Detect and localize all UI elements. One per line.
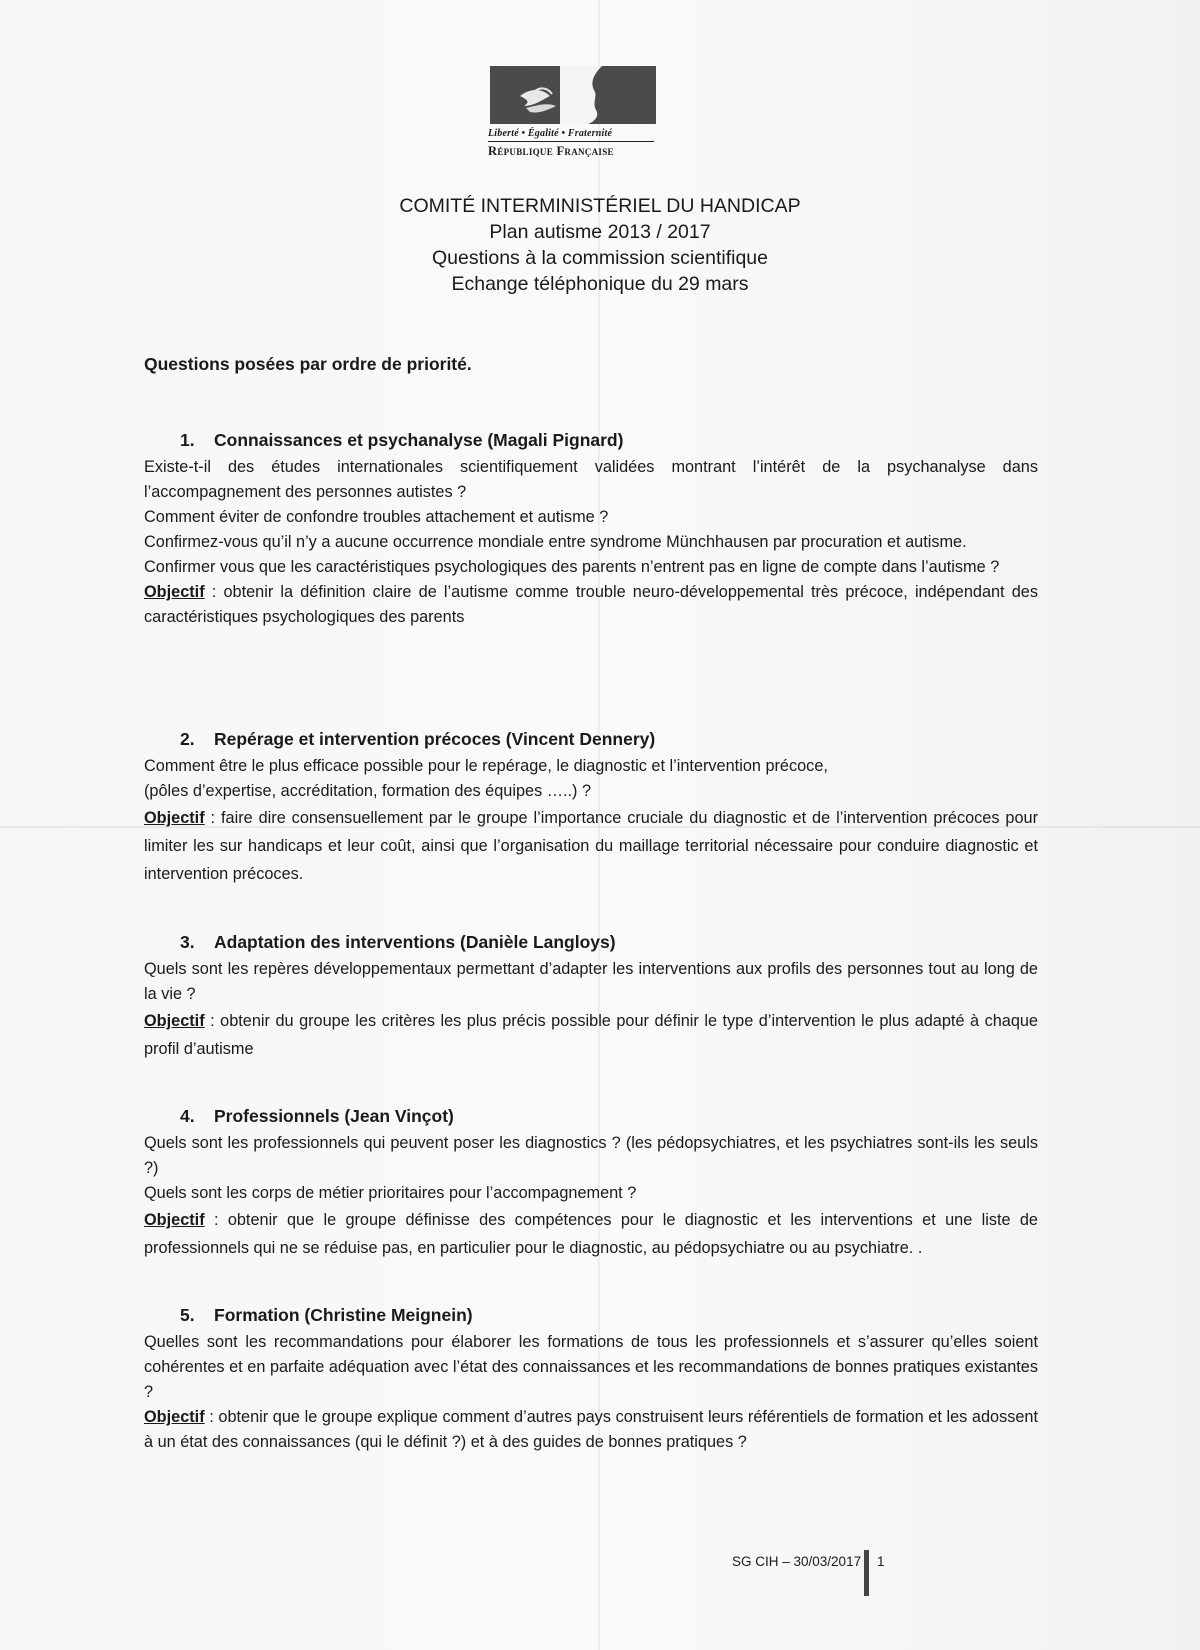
footer-reference: SG CIH – 30/03/2017 <box>732 1554 862 1569</box>
objective <box>144 1206 1038 1262</box>
section-title: Formation (Christine Meignein) <box>214 1305 473 1325</box>
question: Comment éviter de confondre troubles attachement et autisme ? <box>144 508 609 526</box>
section-heading <box>144 1303 1038 1328</box>
question: Quels sont les repères développementaux permettant d’adapter les interventions aux profils des personnes tout au long de la vie ? <box>144 960 1038 1003</box>
section-heading <box>144 930 1038 955</box>
intro-heading: Questions posées par ordre de priorité. <box>144 354 472 374</box>
objective-text: : obtenir la définition claire de l’autisme comme trouble neuro-développemental très précoce, indépendant des caractéristiques psychologiques des parents <box>144 583 1038 626</box>
title-line-3: Questions à la commission scientifique <box>432 247 768 269</box>
question: Quels sont les corps de métier prioritaires pour l’accompagnement ? <box>144 1184 637 1202</box>
section-1 <box>144 428 1038 630</box>
question: Quelles sont les recommandations pour élaborer les formations de tous les professionnels et s’assurer qu’elles soient cohérentes et en parfaite adéquation avec l’état des connaissances et les recommandations de bonnes pratiques existantes ? <box>144 1333 1038 1401</box>
logo-rule <box>488 141 654 142</box>
question: Confirmer vous que les caractéristiques psychologiques des parents n’entrent pas en ligne de compte dans l’autisme ? <box>144 558 1000 576</box>
objective-label: Objectif <box>144 1012 205 1030</box>
logo-name: République Française <box>488 144 614 158</box>
objective <box>144 804 1038 888</box>
section-2 <box>144 727 1038 888</box>
section-title: Professionnels (Jean Vinçot) <box>214 1106 454 1126</box>
objective <box>144 580 1038 630</box>
question: Comment être le plus efficace possible pour le repérage, le diagnostic et l’intervention précoce, <box>144 757 828 775</box>
section-number: 5. <box>180 1305 195 1325</box>
objective-text: : obtenir que le groupe définisse des compétences pour le diagnostic et les interventions et une liste de professionnels qui ne se réduise pas, en particulier pour le diagnostic, au pédopsychiatre ou au psychiatre. . <box>144 1211 1038 1257</box>
question: Confirmez-vous qu’il n’y a aucune occurrence mondiale entre syndrome Münchhausen par procuration et autisme. <box>144 533 967 551</box>
objective-text: : obtenir que le groupe explique comment d’autres pays construisent leurs référentiels de formation et les adossent à un état des connaissances (qui le définit ?) et à des guides de bonnes pratiques ? <box>144 1408 1038 1451</box>
question: Existe-t-il des études internationales scientifiquement validées montrant l’intérêt de la psychanalyse dans l’accompagnement des personnes autistes ? <box>144 458 1038 501</box>
objective <box>144 1007 1038 1063</box>
logo-motto: Liberté • Égalité • Fraternité <box>488 128 613 139</box>
section-heading <box>144 727 1038 752</box>
document-title <box>300 193 900 297</box>
title-line-2: Plan autisme 2013 / 2017 <box>489 221 711 243</box>
question: Quels sont les professionnels qui peuvent poser les diagnostics ? (les pédopsychiatres, et les psychiatres sont-ils les seuls ?) <box>144 1134 1038 1177</box>
section-3 <box>144 930 1038 1063</box>
page-number: 1 <box>877 1554 885 1569</box>
objective-text: : obtenir du groupe les critères les plus précis possible pour définir le type d’intervention le plus adapté à chaque profil d’autisme <box>144 1012 1038 1058</box>
section-number: 1. <box>180 430 195 450</box>
section-title: Adaptation des interventions (Danièle Langloys) <box>214 932 616 952</box>
section-heading <box>144 1104 1038 1129</box>
republique-francaise-logo <box>486 66 660 159</box>
marianne-emblem <box>490 66 656 124</box>
objective-label: Objectif <box>144 1408 205 1426</box>
question: (pôles d’expertise, accréditation, formation des équipes …..) ? <box>144 782 592 800</box>
section-4 <box>144 1104 1038 1262</box>
section-number: 4. <box>180 1106 195 1126</box>
section-title: Repérage et intervention précoces (Vincent Dennery) <box>214 729 656 749</box>
section-number: 2. <box>180 729 195 749</box>
objective <box>144 1405 1038 1455</box>
section-5 <box>144 1303 1038 1455</box>
section-number: 3. <box>180 932 195 952</box>
footer-divider <box>864 1550 869 1596</box>
objective-label: Objectif <box>144 1211 205 1229</box>
section-heading <box>144 428 1038 453</box>
objective-label: Objectif <box>144 583 205 601</box>
objective-label: Objectif <box>144 809 205 827</box>
title-line-4: Echange téléphonique du 29 mars <box>451 273 749 295</box>
objective-text: : faire dire consensuellement par le groupe l’importance cruciale du diagnostic et de l’intervention précoces pour limiter les sur handicaps et leur coût, ainsi que l’organisation du maillage territorial nécessaire pour conduire diagnostic et intervention précoces. <box>144 809 1038 883</box>
title-line-1: COMITÉ INTERMINISTÉRIEL DU HANDICAP <box>399 195 801 217</box>
section-title: Connaissances et psychanalyse (Magali Pignard) <box>214 430 624 450</box>
